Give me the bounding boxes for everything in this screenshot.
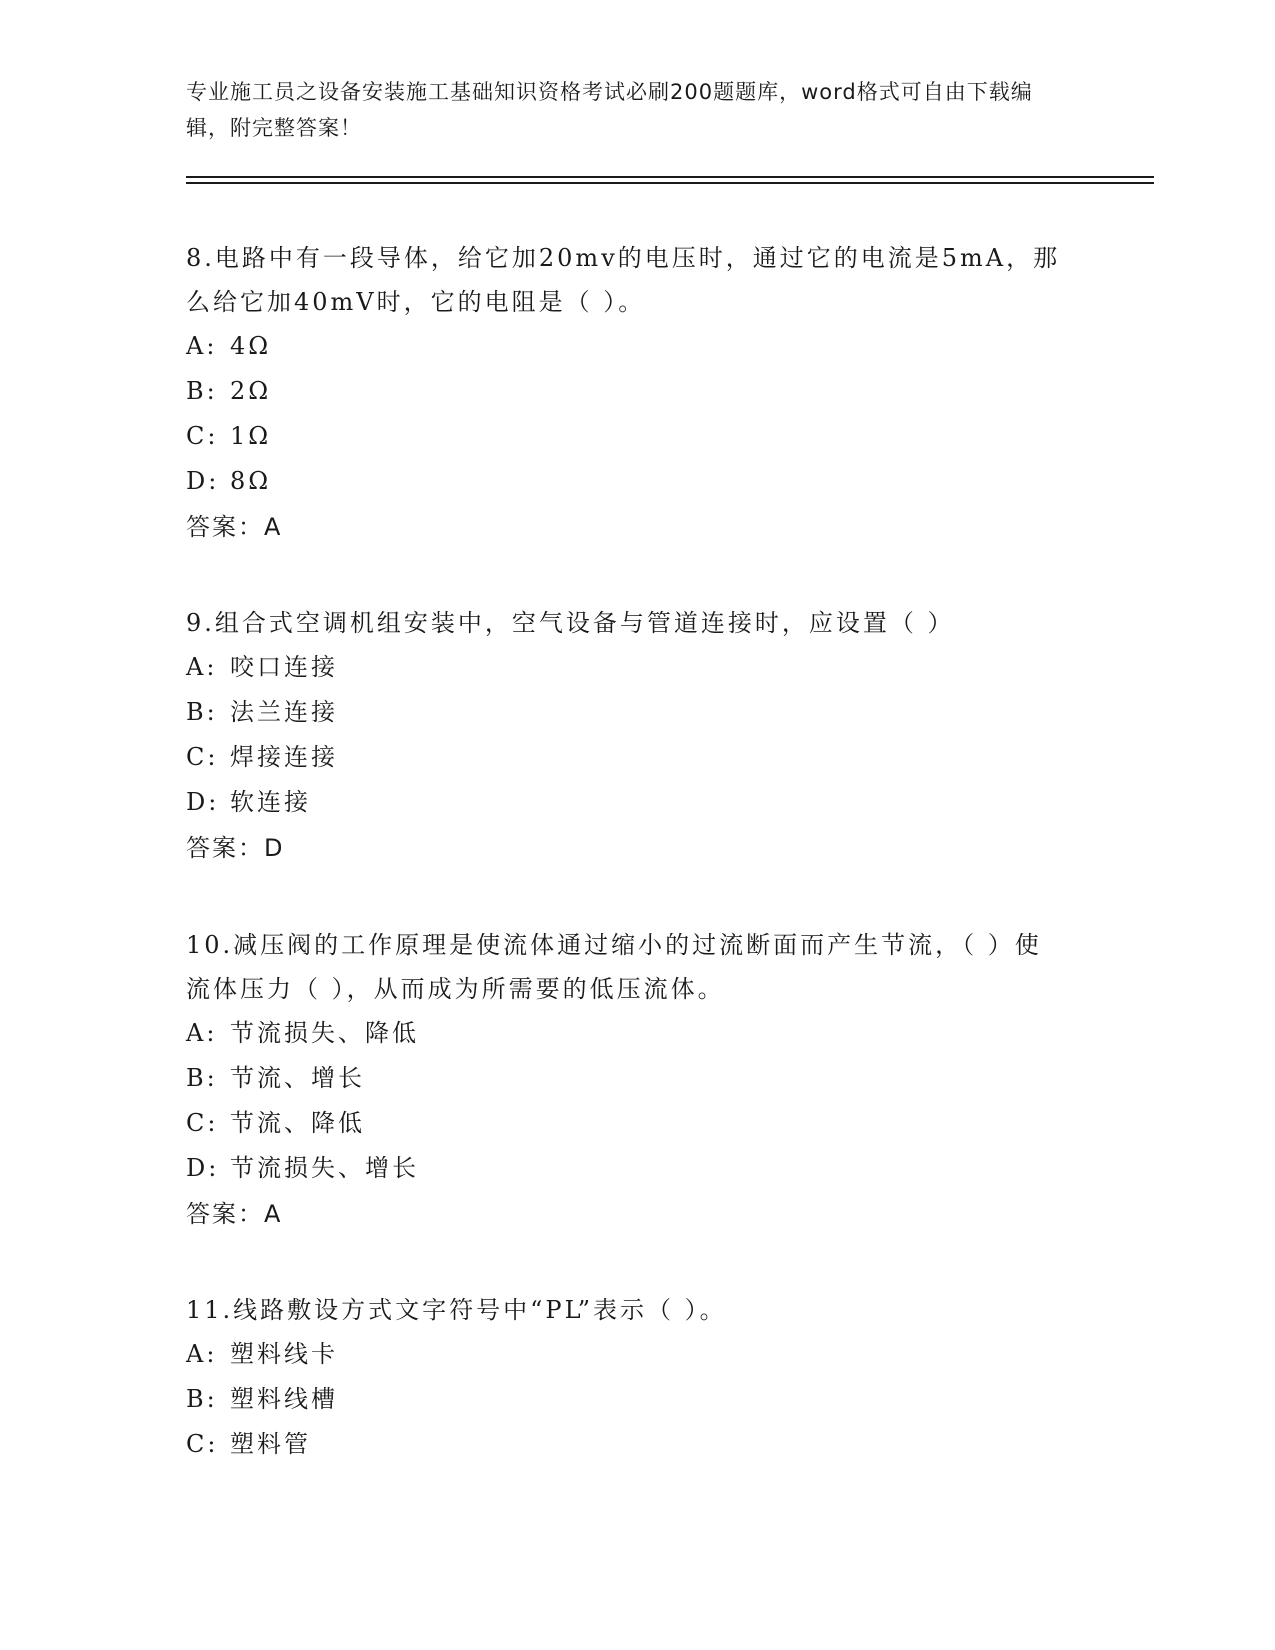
option-letter: B:	[186, 698, 218, 726]
option-text: 法兰连接	[230, 698, 338, 726]
option-b	[186, 1056, 1066, 1101]
option-text: 节流、增长	[230, 1064, 365, 1092]
question-11	[186, 1288, 1066, 1467]
option-text: 1Ω	[230, 422, 272, 450]
question-stem: 8.电路中有一段导体，给它加20mv的电压时，通过它的电流是5mA，那么给它加40mV时，它的电阻是（ ）。	[186, 244, 1061, 316]
option-c	[186, 414, 1066, 459]
option-letter: A:	[186, 1340, 218, 1368]
option-text: 塑料线卡	[230, 1340, 338, 1368]
option-letter: A:	[186, 653, 218, 681]
answer-line: 答案：A	[186, 1200, 283, 1228]
option-d	[186, 780, 1066, 825]
option-b	[186, 1377, 1066, 1422]
option-a	[186, 1332, 1066, 1377]
option-letter: D:	[186, 788, 220, 816]
option-c	[186, 1422, 1066, 1467]
option-text: 4Ω	[230, 332, 272, 360]
option-letter: C:	[186, 1109, 219, 1137]
option-text: 焊接连接	[230, 743, 338, 771]
option-a	[186, 645, 1066, 690]
option-letter: B:	[186, 1064, 218, 1092]
document-header: 专业施工员之设备安装施工基础知识资格考试必刷200题题库，word格式可自由下载编辑，附完整答案！	[186, 80, 1033, 140]
question-10	[186, 923, 1066, 1237]
option-letter: B:	[186, 377, 218, 405]
option-letter: A:	[186, 332, 218, 360]
option-text: 塑料管	[230, 1430, 311, 1458]
question-8	[186, 236, 1066, 550]
question-stem: 10.减压阀的工作原理是使流体通过缩小的过流断面而产生节流，（ ）使流体压力（ ），从而成为所需要的低压流体。	[186, 931, 1042, 1003]
option-text: 节流损失、降低	[230, 1019, 419, 1047]
option-letter: C:	[186, 743, 219, 771]
option-c	[186, 735, 1066, 780]
header-divider-top	[186, 176, 1154, 178]
header-divider-bottom	[186, 182, 1154, 184]
option-letter: A:	[186, 1019, 218, 1047]
option-a	[186, 324, 1066, 369]
option-text: 咬口连接	[230, 653, 338, 681]
option-b	[186, 690, 1066, 735]
question-stem: 11.线路敷设方式文字符号中“PL”表示（ ）。	[186, 1296, 727, 1324]
question-stem: 9.组合式空调机组安装中，空气设备与管道连接时，应设置（ ）	[186, 609, 955, 637]
answer-line: 答案：A	[186, 513, 283, 541]
option-a	[186, 1011, 1066, 1056]
option-letter: D:	[186, 467, 220, 495]
option-letter: C:	[186, 422, 219, 450]
option-letter: B:	[186, 1385, 218, 1413]
option-text: 8Ω	[230, 467, 272, 495]
question-9	[186, 601, 1066, 871]
option-letter: C:	[186, 1430, 219, 1458]
answer-line: 答案：D	[186, 834, 285, 862]
option-text: 塑料线槽	[230, 1385, 338, 1413]
option-text: 2Ω	[230, 377, 272, 405]
option-letter: D:	[186, 1154, 220, 1182]
option-d	[186, 459, 1066, 504]
option-c	[186, 1101, 1066, 1146]
option-text: 节流损失、增长	[230, 1154, 419, 1182]
option-b	[186, 369, 1066, 414]
option-text: 节流、降低	[230, 1109, 365, 1137]
option-d	[186, 1146, 1066, 1191]
option-text: 软连接	[230, 788, 311, 816]
